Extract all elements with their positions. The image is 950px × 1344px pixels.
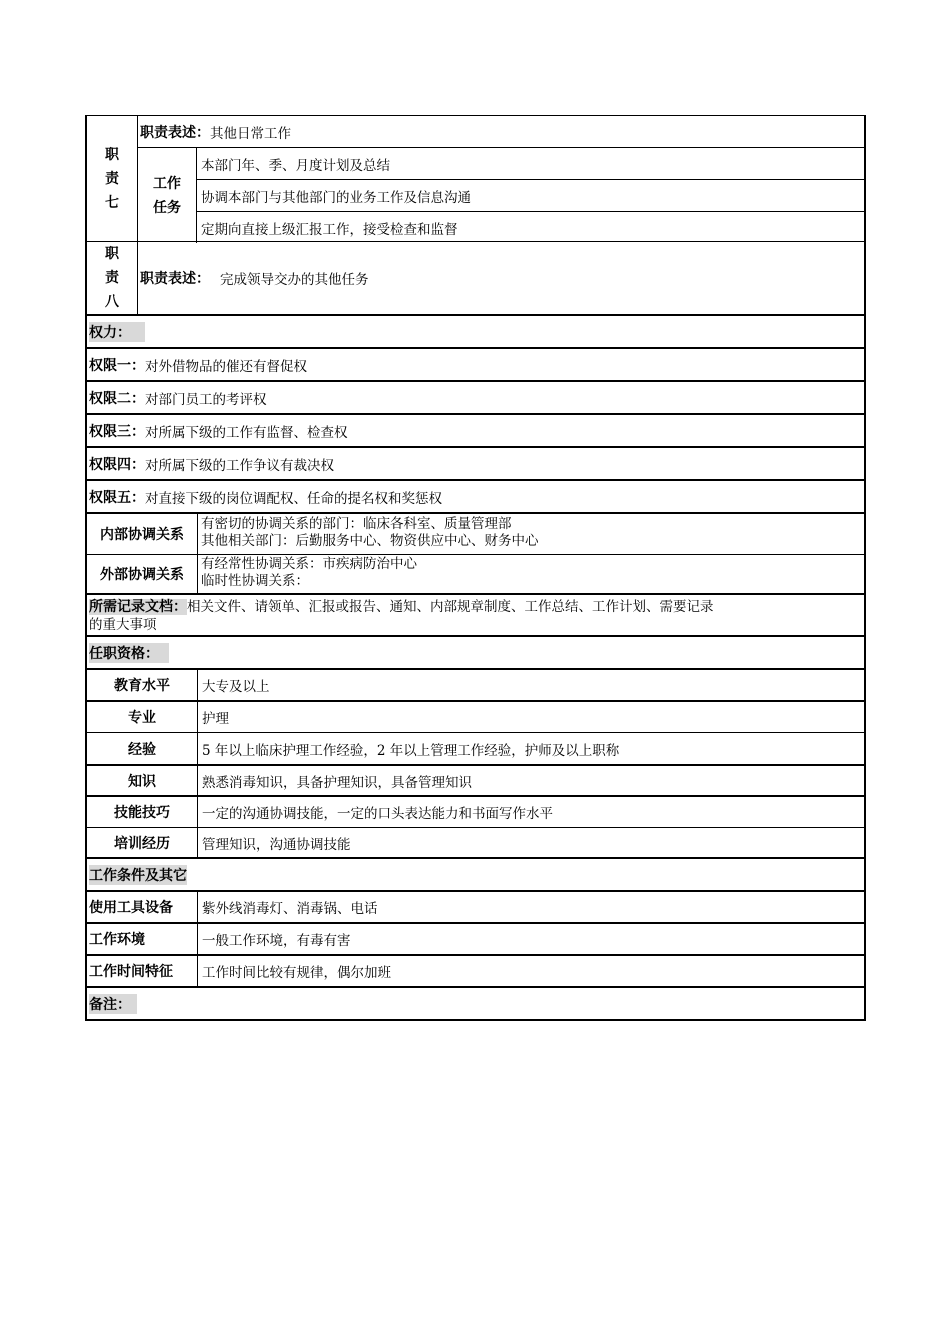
internal-coordination-line-2: 其他相关部门：后勤服务中心、物资供应中心、财务中心 — [201, 533, 539, 549]
qualification-row-4 — [85, 766, 866, 797]
condition-1-label: 使用工具设备 — [87, 892, 198, 922]
condition-2-label: 工作环境 — [87, 924, 198, 954]
duty-8-desc-text: 完成领导交办的其他任务 — [220, 272, 369, 288]
external-coordination-line-1: 有经常性协调关系：市疾病防治中心 — [201, 556, 417, 572]
duty-7-task-3: 定期向直接上级汇报工作，接受检查和监督 — [201, 221, 458, 238]
qualification-5-label: 技能技巧 — [87, 797, 198, 827]
condition-row-2 — [85, 924, 866, 956]
job-description-table — [85, 115, 866, 1021]
qualification-1-label: 教育水平 — [87, 670, 198, 700]
authority-row-5 — [85, 481, 866, 514]
duty-8-section — [85, 242, 866, 316]
duty-7-description — [138, 116, 864, 148]
condition-2-text: 一般工作环境，有毒有害 — [202, 933, 351, 949]
qualification-4-text: 熟悉消毒知识，具备护理知识，具备管理知识 — [202, 774, 472, 791]
duty-7-content — [138, 116, 864, 241]
authority-4-text: 对所属下级的工作争议有裁决权 — [145, 457, 334, 474]
qualification-6-text: 管理知识，沟通协调技能 — [202, 836, 351, 853]
duty-7-label: 职 责 七 — [87, 116, 138, 241]
duty-7-task-list — [197, 148, 864, 243]
duty-8-desc-label: 职责表述： — [140, 271, 210, 287]
external-coordination-label: 外部协调关系 — [87, 555, 198, 593]
qualification-row-1 — [85, 670, 866, 702]
remarks-row — [85, 988, 866, 1021]
duty-7-task-label: 工作 任务 — [138, 148, 197, 243]
conditions-header: 工作条件及其它 — [89, 865, 187, 885]
external-coordination-line-2: 临时性协调关系： — [201, 573, 309, 589]
qualification-2-label: 专业 — [87, 702, 198, 732]
qualification-4-label: 知识 — [87, 766, 198, 795]
condition-3-label: 工作时间特征 — [87, 956, 198, 986]
authority-5-text: 对直接下级的岗位调配权、任命的提名权和奖惩权 — [145, 490, 442, 507]
duty-7-desc-label: 职责表述： — [140, 124, 210, 141]
records-text-line-1: 相关文件、请领单、汇报或报告、通知、内部规章制度、工作总结、工作计划、需要记录 — [187, 599, 714, 615]
condition-1-text: 紫外线消毒灯、消毒锅、电话 — [202, 901, 378, 917]
qualifications-header-row — [85, 637, 866, 670]
internal-coordination-row — [85, 514, 866, 555]
authority-row-2 — [85, 382, 866, 415]
duty-7-tasks — [138, 148, 864, 243]
authority-5-label: 权限五： — [89, 489, 145, 506]
authority-row-3 — [85, 415, 866, 448]
remarks-header: 备注： — [89, 994, 137, 1014]
authority-header: 权力： — [89, 322, 145, 342]
qualification-row-6 — [85, 828, 866, 859]
duty-7-task-2: 协调本部门与其他部门的业务工作及信息沟通 — [197, 180, 864, 212]
qualification-1-text: 大专及以上 — [202, 679, 270, 695]
authority-4-label: 权限四： — [89, 456, 145, 473]
qualification-3-label: 经验 — [87, 733, 198, 764]
authority-row-1 — [85, 349, 866, 382]
qualification-row-2 — [85, 702, 866, 733]
condition-3-text: 工作时间比较有规律，偶尔加班 — [202, 965, 391, 981]
external-coordination-row — [85, 555, 866, 595]
authority-1-label: 权限一： — [89, 357, 145, 374]
qualification-5-text: 一定的沟通协调技能，一定的口头表达能力和书面写作水平 — [202, 806, 553, 822]
internal-coordination-line-1: 有密切的协调关系的部门：临床各科室、质量管理部 — [201, 516, 512, 532]
qualification-3-text: 5 年以上临床护理工作经验，2 年以上管理工作经验，护师及以上职称 — [202, 742, 620, 759]
condition-row-1 — [85, 892, 866, 924]
authority-2-label: 权限二： — [89, 390, 145, 407]
qualification-row-3 — [85, 733, 866, 766]
authority-header-row — [85, 316, 866, 349]
internal-coordination-content — [198, 514, 864, 554]
qualification-row-5 — [85, 797, 866, 828]
duty-7-section — [85, 115, 866, 242]
records-text-line-2: 的重大事项 — [89, 617, 157, 633]
internal-coordination-label: 内部协调关系 — [87, 514, 198, 554]
qualification-6-label: 培训经历 — [87, 828, 198, 857]
records-content — [87, 595, 864, 636]
qualification-2-text: 护理 — [202, 711, 229, 727]
authority-1-text: 对外借物品的催还有督促权 — [145, 358, 307, 375]
condition-row-3 — [85, 956, 866, 988]
authority-2-text: 对部门员工的考评权 — [145, 391, 267, 408]
duty-8-label: 职 责 八 — [87, 242, 138, 314]
records-label: 所需记录文档： — [89, 599, 187, 615]
duty-8-description — [138, 242, 864, 314]
external-coordination-content — [198, 555, 864, 593]
qualifications-header: 任职资格： — [89, 643, 169, 663]
authority-3-label: 权限三： — [89, 423, 145, 440]
duty-7-task-1: 本部门年、季、月度计划及总结 — [197, 148, 864, 180]
duty-7-desc-text: 其他日常工作 — [210, 125, 291, 142]
conditions-header-row — [85, 859, 866, 892]
authority-3-text: 对所属下级的工作有监督、检查权 — [145, 424, 348, 441]
authority-row-4 — [85, 448, 866, 481]
records-row — [85, 595, 866, 637]
